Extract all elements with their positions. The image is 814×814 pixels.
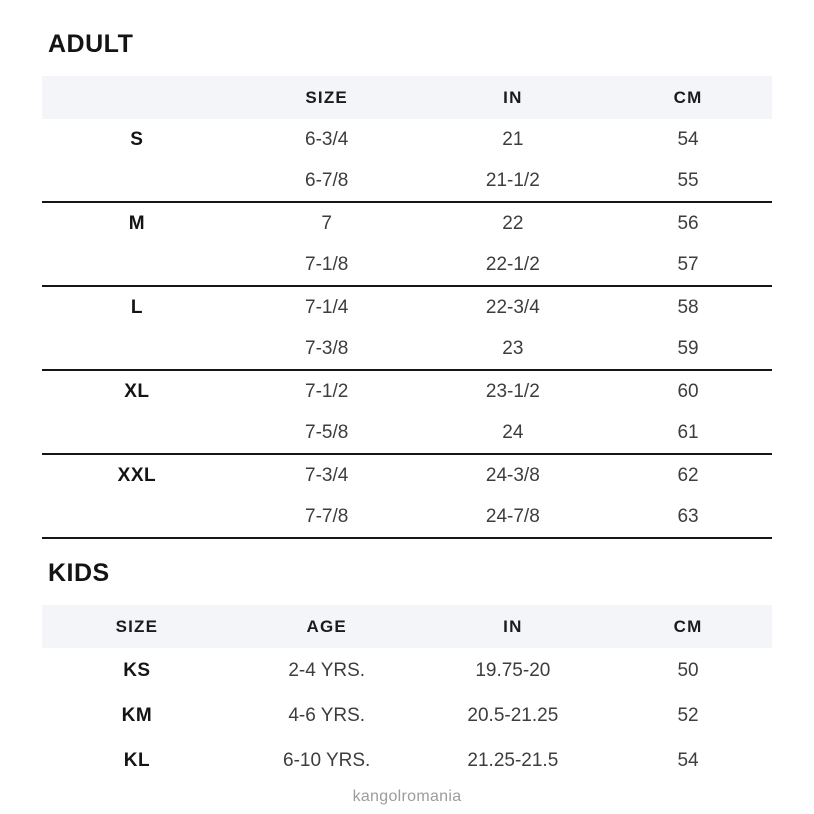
table-row <box>42 203 772 244</box>
table-row <box>42 244 772 285</box>
size-value: 7-5/8 <box>305 421 349 443</box>
kids-section-title: KIDS <box>48 559 110 587</box>
size-value: 7-1/8 <box>305 253 349 275</box>
table-row <box>42 119 772 160</box>
in-value: 24-3/8 <box>485 464 540 486</box>
in-value: 22 <box>502 212 524 234</box>
kids-header-size: SIZE <box>115 616 159 636</box>
in-value: 21.25-21.5 <box>467 749 559 771</box>
kids-size-label: KM <box>121 704 153 726</box>
table-row <box>42 412 772 453</box>
cm-value: 56 <box>677 212 699 234</box>
size-value: 7-7/8 <box>305 505 349 527</box>
size-group-xl <box>42 371 772 455</box>
adult-section-title: ADULT <box>48 30 134 58</box>
table-row <box>42 738 772 783</box>
in-value: 23-1/2 <box>485 380 540 402</box>
table-row <box>42 648 772 693</box>
in-value: 21-1/2 <box>485 169 540 191</box>
kids-size-label: KL <box>123 749 151 771</box>
cm-value: 58 <box>677 296 699 318</box>
table-row <box>42 328 772 369</box>
cm-value: 61 <box>677 421 699 443</box>
adult-header-cm: CM <box>673 87 703 107</box>
age-value: 4-6 YRS. <box>288 704 366 726</box>
cm-value: 59 <box>677 337 699 359</box>
kids-header-in: IN <box>503 616 523 636</box>
kids-header-age: AGE <box>306 616 347 636</box>
size-group-l <box>42 287 772 371</box>
size-group-label: XXL <box>117 464 157 486</box>
size-value: 7-1/2 <box>305 380 349 402</box>
size-group-s <box>42 119 772 203</box>
kids-header-cm: CM <box>673 616 703 636</box>
cm-value: 52 <box>677 704 699 726</box>
cm-value: 62 <box>677 464 699 486</box>
kids-size-label: KS <box>123 659 151 681</box>
size-value: 6-7/8 <box>305 169 349 191</box>
cm-value: 63 <box>677 505 699 527</box>
cm-value: 50 <box>677 659 699 681</box>
in-value: 21 <box>502 128 524 150</box>
size-group-xxl <box>42 455 772 539</box>
adult-header-in: IN <box>503 87 523 107</box>
adult-size-table <box>42 76 772 539</box>
adult-table-header-row <box>42 76 772 119</box>
size-group-label: S <box>130 128 144 150</box>
table-row <box>42 160 772 201</box>
in-value: 22-1/2 <box>485 253 540 275</box>
table-row <box>42 455 772 496</box>
cm-value: 60 <box>677 380 699 402</box>
age-value: 2-4 YRS. <box>288 659 366 681</box>
in-value: 20.5-21.25 <box>467 704 559 726</box>
in-value: 24 <box>502 421 524 443</box>
size-group-label: L <box>130 296 143 318</box>
size-group-label: XL <box>124 380 150 402</box>
cm-value: 57 <box>677 253 699 275</box>
table-row <box>42 496 772 537</box>
size-group-m <box>42 203 772 287</box>
size-value: 7 <box>321 212 332 234</box>
table-row <box>42 287 772 328</box>
age-value: 6-10 YRS. <box>283 749 371 771</box>
brand-watermark: kangolromania <box>352 788 462 805</box>
table-row <box>42 371 772 412</box>
kids-table-header-row <box>42 605 772 648</box>
size-value: 7-3/8 <box>305 337 349 359</box>
adult-header-size: SIZE <box>305 87 348 107</box>
size-value: 6-3/4 <box>305 128 349 150</box>
in-value: 24-7/8 <box>485 505 540 527</box>
size-value: 7-1/4 <box>305 296 349 318</box>
in-value: 22-3/4 <box>485 296 540 318</box>
in-value: 19.75-20 <box>475 659 551 681</box>
kids-size-table <box>42 605 772 783</box>
cm-value: 54 <box>677 749 699 771</box>
table-row <box>42 693 772 738</box>
size-value: 7-3/4 <box>305 464 349 486</box>
cm-value: 54 <box>677 128 699 150</box>
cm-value: 55 <box>677 169 699 191</box>
size-group-label: M <box>128 212 146 234</box>
in-value: 23 <box>502 337 524 359</box>
